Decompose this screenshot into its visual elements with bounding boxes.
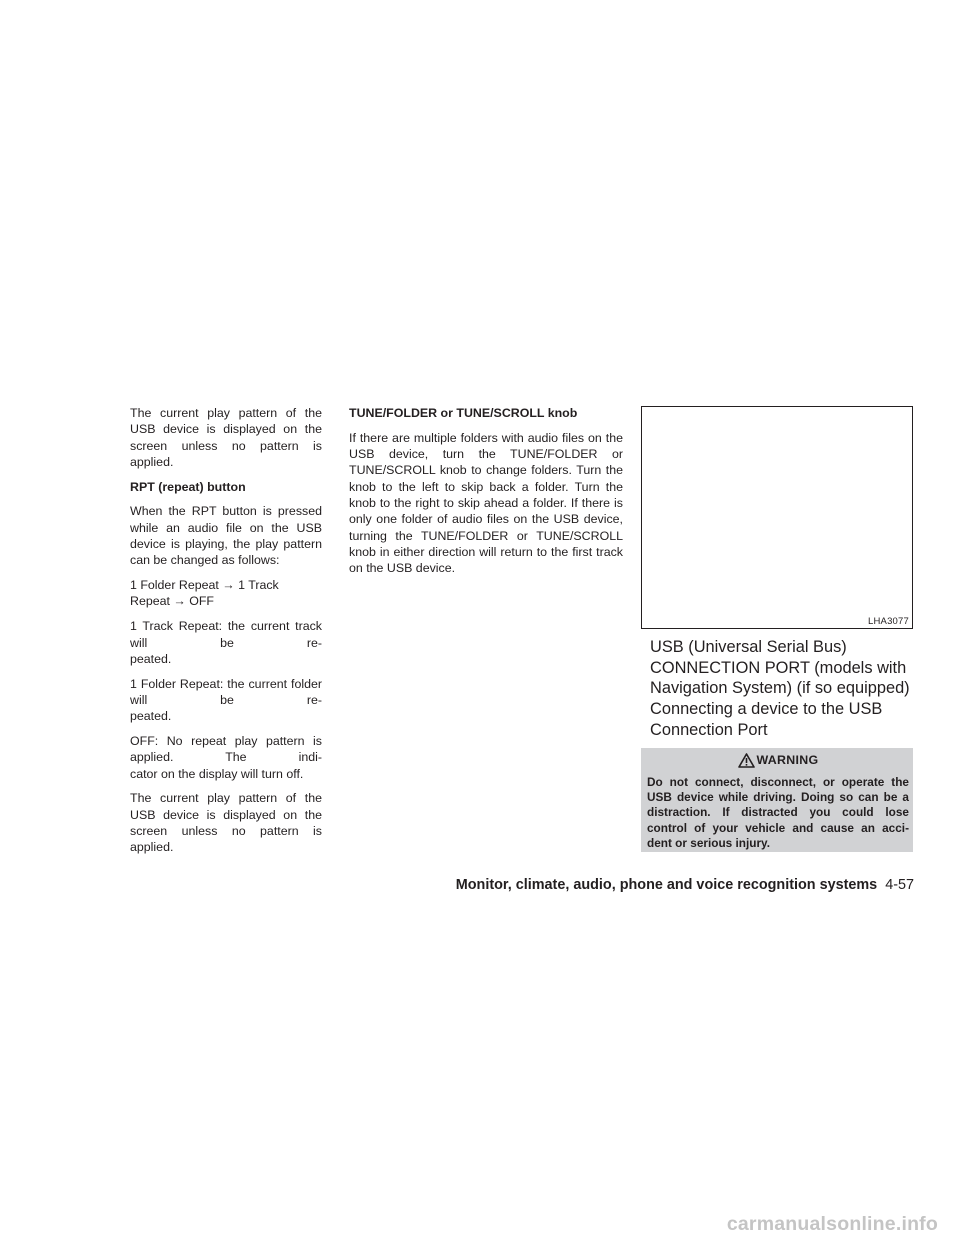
folder-repeat-paragraph	[130, 676, 322, 725]
off-paragraph	[130, 733, 322, 782]
knob-description: If there are multiple folders with audio files on the USB device, turn the TUNE/FOLDER or TUNE/SCROLL knob to change folders. Turn the knob to the left to skip back a folder. Turn the knob to the right to skip ahead a folder. If there is only one folder of audio files on the USB device, turning the TUNE/FOLDER or TUNE/SCROLL knob in either direction will return to the first track on the USB device.	[349, 430, 623, 576]
intro-paragraph: The current play pattern of the USB device is displayed on the screen unless no pattern is applied.	[130, 406, 322, 469]
subsection-title-line1: Connecting a device to the USB	[650, 700, 883, 718]
subsection-title-line2: Connection Port	[650, 720, 768, 739]
left-column	[130, 405, 322, 864]
section-title-line3: Navigation System) (if so equipped)	[650, 679, 910, 698]
warning-box	[641, 748, 913, 852]
middle-column	[349, 405, 623, 585]
track-repeat-line1: 1 Track Repeat: the current track will be re-	[130, 619, 322, 650]
subsection-title	[650, 699, 920, 740]
warning-text	[647, 775, 909, 851]
rpt-heading: RPT (repeat) button	[130, 479, 246, 494]
off-line2: cator on the display will turn off.	[130, 766, 304, 781]
section-title-line1: USB (Universal Serial Bus)	[650, 638, 847, 656]
off-line1: OFF: No repeat play pattern is applied. The indi-	[130, 734, 322, 765]
folder-repeat-line2: peated.	[130, 709, 172, 724]
page-number: 4-57	[885, 877, 914, 893]
page-footer	[456, 877, 914, 893]
rpt-description: When the RPT button is pressed while an audio file on the USB device is playing, the play pattern can be changed as follows:	[130, 504, 322, 568]
chapter-title: Monitor, climate, audio, phone and voice recognition systems	[455, 877, 878, 893]
knob-heading: TUNE/FOLDER or TUNE/SCROLL knob	[349, 406, 578, 420]
section-title	[650, 637, 920, 699]
track-repeat-paragraph	[130, 618, 322, 667]
repeat-sequence: 1 Folder Repeat → 1 Track Repeat → OFF	[130, 578, 279, 609]
track-repeat-line2: peated.	[130, 651, 172, 666]
warning-label: WARNING	[756, 753, 819, 767]
folder-repeat-line1: 1 Folder Repeat: the current folder will be re-	[130, 676, 322, 707]
figure-code: LHA3077	[867, 616, 909, 627]
watermark: carmanualsonline.info	[726, 1213, 938, 1235]
section-title-line2: CONNECTION PORT (models with	[650, 658, 907, 677]
warning-text-main: Do not connect, disconnect, or operate the USB device while driving. Doing so can be a distraction. If distracted you could lose control of your vehicle and cause an acci-	[647, 775, 909, 835]
illustration-figure	[641, 406, 913, 629]
outro-paragraph: The current play pattern of the USB device is displayed on the screen unless no pattern is applied.	[130, 791, 322, 855]
warning-text-end: dent or serious injury.	[647, 835, 771, 850]
warning-triangle-icon	[738, 753, 755, 768]
warning-header	[647, 749, 909, 771]
